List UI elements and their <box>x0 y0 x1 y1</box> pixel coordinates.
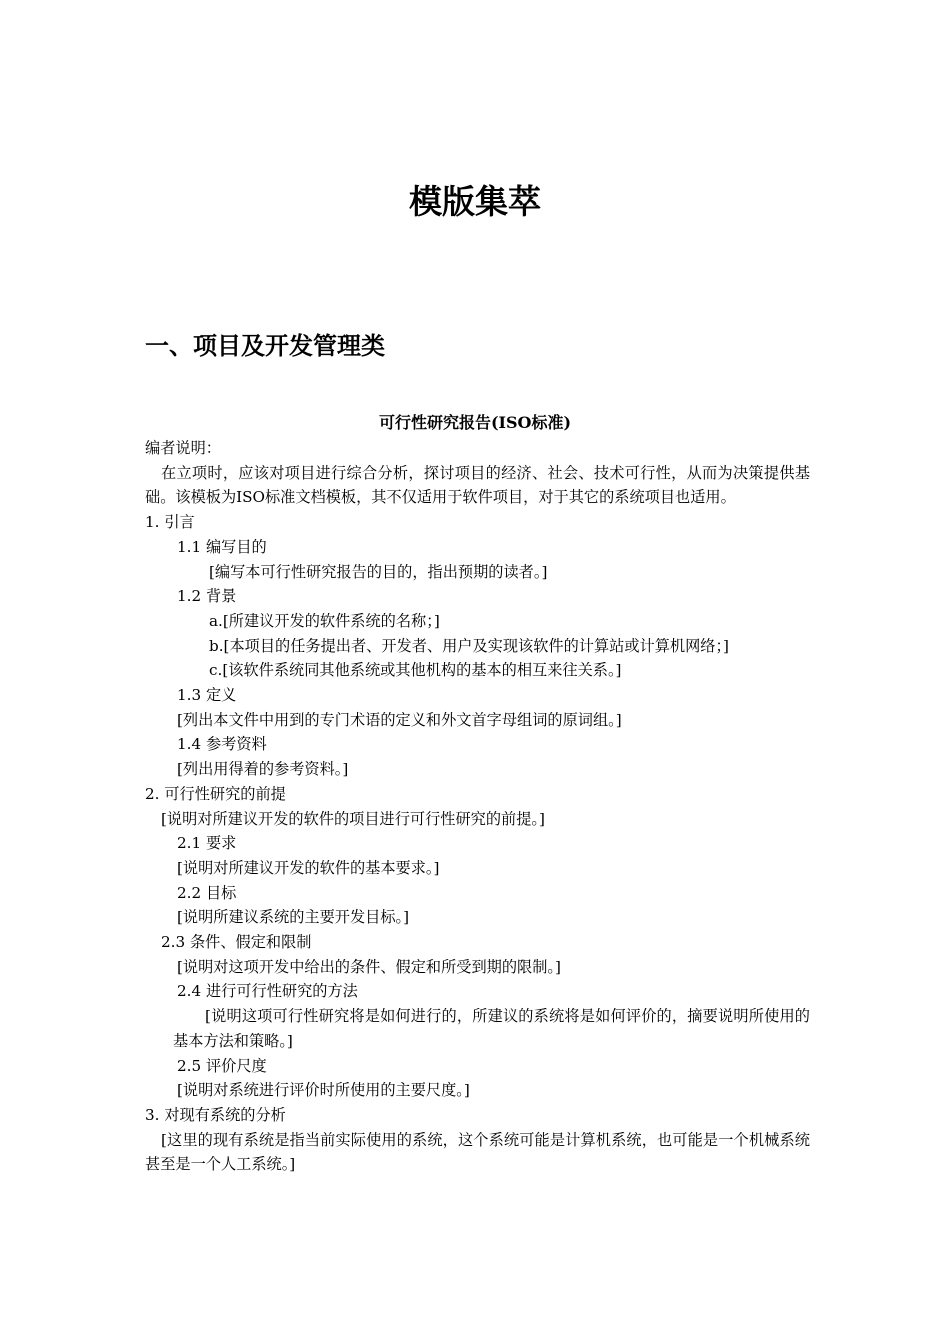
heading-3: 3. 对现有系统的分析 <box>145 1105 286 1124</box>
main-title: 模版集萃 <box>409 182 541 221</box>
heading-1-1: 1.1 编写目的 <box>177 537 267 556</box>
text-2-4: [说明这项可行性研究将是如何进行的，所建议的系统将是如何评价的，摘要说明所使用的基本方法和策略。] <box>173 1007 810 1050</box>
text-2-5: [说明对系统进行评价时所使用的主要尺度。] <box>177 1081 470 1100</box>
text-2-1: [说明对所建议开发的软件的基本要求。] <box>177 858 440 877</box>
text-1-2-b: b.[本项目的任务提出者、开发者、用户及实现该软件的计算站或计算机网络；] <box>209 636 729 655</box>
text-2-3: [说明对这项开发中给出的条件、假定和所受到期的限制。] <box>177 957 561 976</box>
heading-1: 1. 引言 <box>145 513 195 532</box>
document-body <box>145 436 810 1177</box>
text-3: [这里的现有系统是指当前实际使用的系统，这个系统可能是计算机系统，也可能是一个机械系统甚至是一个人工系统。] <box>145 1130 810 1174</box>
heading-1-3: 1.3 定义 <box>177 686 237 705</box>
text-1-2-a: a.[所建议开发的软件系统的名称；] <box>209 611 440 630</box>
text-1-2-c: c.[该软件系统同其他系统或其他机构的基本的相互来往关系。] <box>209 661 622 680</box>
heading-1-4: 1.4 参考资料 <box>177 735 267 754</box>
heading-2-4: 2.4 进行可行性研究的方法 <box>177 982 358 1001</box>
text-1-3: [列出本文件中用到的专门术语的定义和外文首字母组词的原词组。] <box>177 710 622 729</box>
heading-2: 2. 可行性研究的前提 <box>145 784 286 803</box>
text-2-2: [说明所建议系统的主要开发目标。] <box>177 908 410 927</box>
text-1-1: [编写本可行性研究报告的目的，指出预期的读者。] <box>209 562 548 581</box>
document-title: 可行性研究报告(ISO标准) <box>378 413 572 432</box>
section-title: 一、项目及开发管理类 <box>145 332 385 360</box>
editor-note-text: 在立项时，应该对项目进行综合分析，探讨项目的经济、社会、技术可行性，从而为决策提供基础。该模板为ISO标准文档模板，其不仅适用于软件项目，对于其它的系统项目也适用。 <box>145 463 810 507</box>
heading-2-2: 2.2 目标 <box>177 883 237 902</box>
heading-2-1: 2.1 要求 <box>177 834 237 853</box>
text-1-4: [列出用得着的参考资料。] <box>177 760 349 779</box>
heading-2-3: 2.3 条件、假定和限制 <box>161 933 312 952</box>
heading-2-5: 2.5 评价尺度 <box>177 1056 267 1075</box>
editor-note-label: 编者说明： <box>145 439 221 457</box>
text-2: [说明对所建议开发的软件的项目进行可行性研究的前提。] <box>161 809 545 828</box>
heading-1-2: 1.2 背景 <box>177 587 237 606</box>
